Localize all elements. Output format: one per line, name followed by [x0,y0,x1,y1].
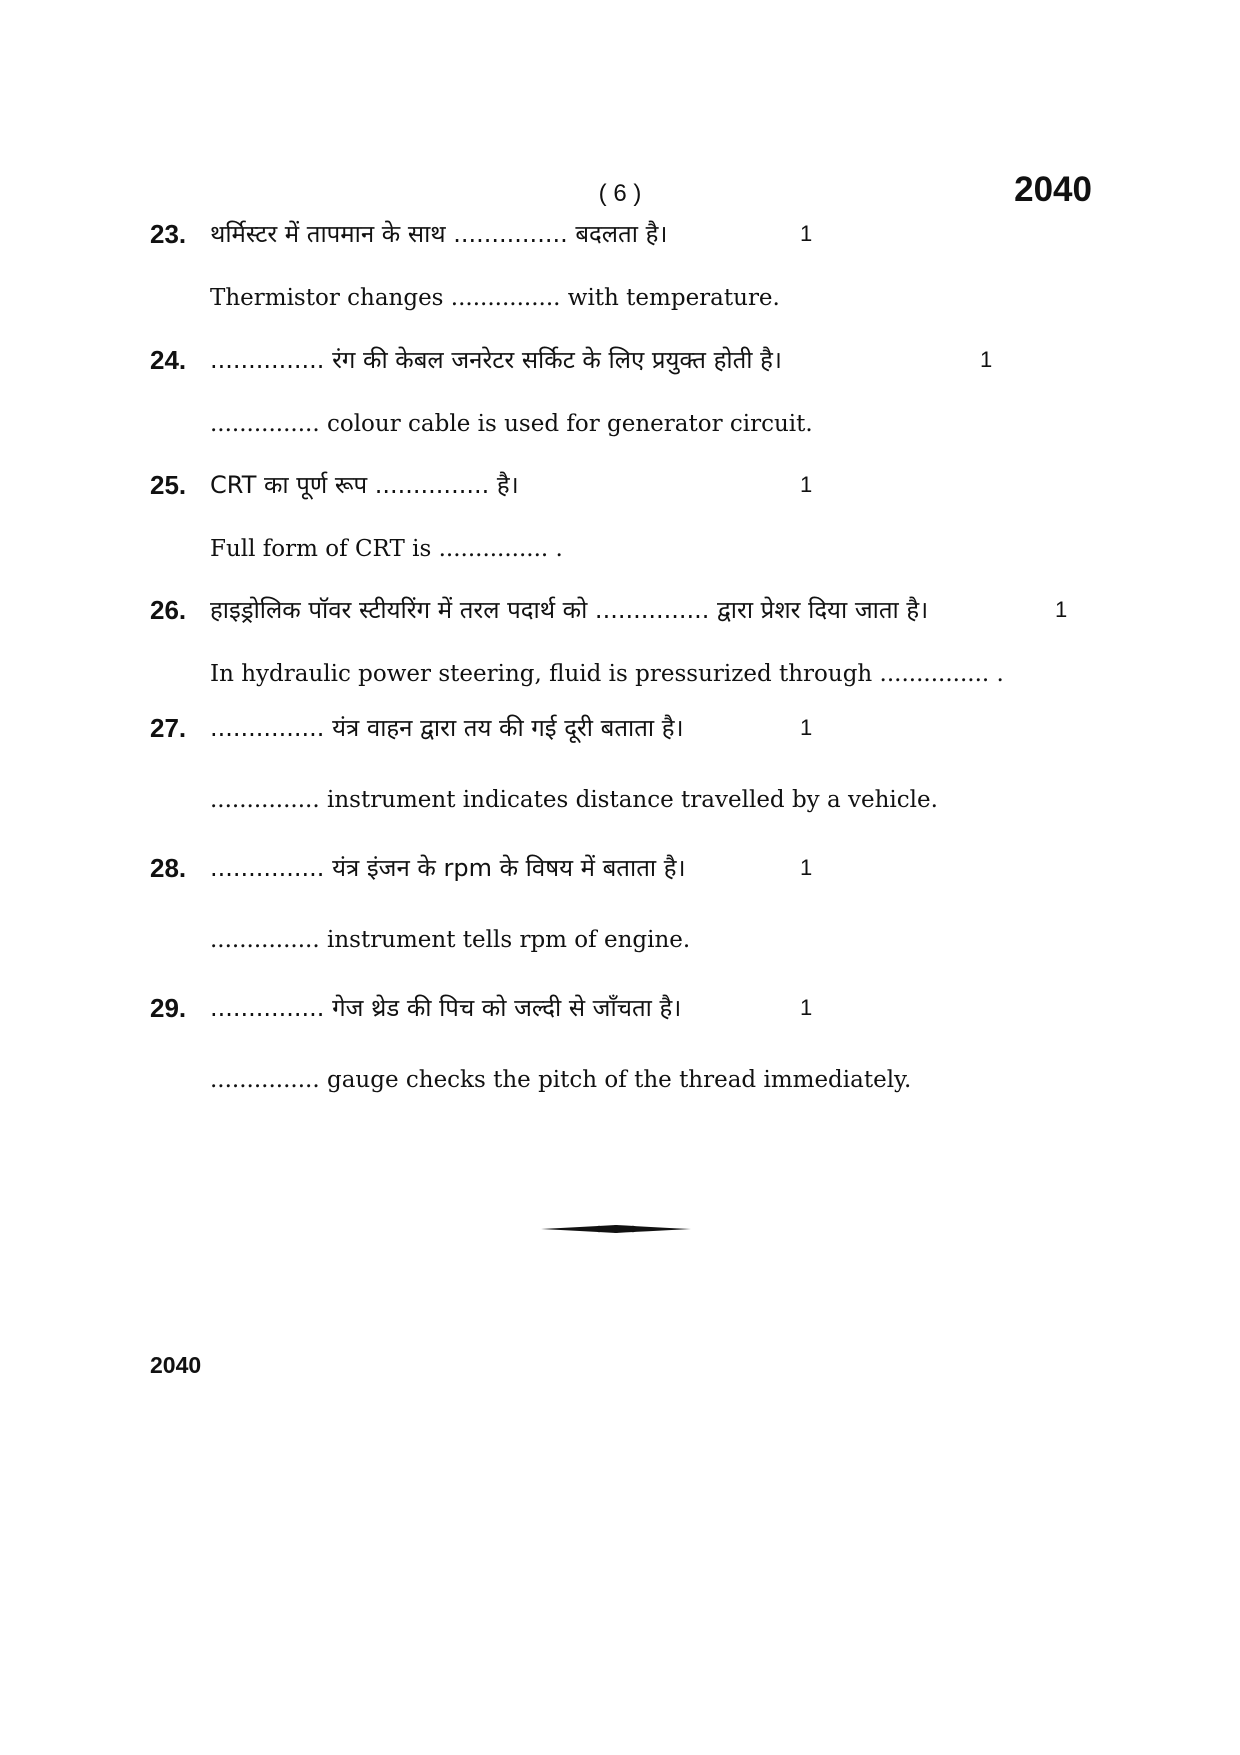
question-number: 24. [150,345,187,375]
question-26-english: In hydraulic power steering, fluid is pressurized through ............... . [210,661,1004,687]
question-text-hindi: ............... यंत्र इंजन के rpm के विषय में बताता है। [210,854,686,882]
question-number: 28. [150,853,187,883]
question-marks: 1 [800,855,813,880]
question-24-hindi [150,340,1150,380]
question-marks: 1 [800,995,813,1020]
question-marks: 1 [980,347,993,372]
question-number: 29. [150,993,187,1023]
question-24-english: ............... colour cable is used for generator circuit. [210,411,813,437]
question-text-hindi: ............... गेज थ्रेड की पिच को जल्दी से जाँचता है। [210,994,682,1022]
question-text-hindi: ............... यंत्र वाहन द्वारा तय की गई दूरी बताता है। [210,714,684,742]
question-marks: 1 [800,472,813,497]
question-number: 27. [150,713,187,743]
end-of-paper-ornament [541,1222,691,1236]
question-26-hindi [150,590,1150,630]
paper-code-footer: 2040 [150,1352,202,1378]
question-29-hindi [150,988,1150,1028]
question-27-english: ............... instrument indicates distance travelled by a vehicle. [210,787,938,813]
page-number: ( 6 ) [598,180,642,207]
question-text-hindi: CRT का पूर्ण रूप ............... है। [210,471,519,499]
question-marks: 1 [800,715,813,740]
question-number: 25. [150,470,187,500]
question-25-hindi [150,465,1150,505]
question-text-hindi: हाइड्रोलिक पॉवर स्टीयरिंग में तरल पदार्थ को ............... द्वारा प्रेशर दिया जाता है। [210,596,929,624]
question-text-hindi: थर्मिस्टर में तापमान के साथ ............... बदलता है। [210,220,668,248]
question-25-english: Full form of CRT is ............... . [210,536,563,562]
question-27-hindi [150,708,1150,748]
question-28-english: ............... instrument tells rpm of engine. [210,927,691,953]
question-text-hindi: ............... रंग की केबल जनरेटर सर्किट के लिए प्रयुक्त होती है। [210,346,782,374]
question-29-english: ............... gauge checks the pitch of the thread immediately. [210,1067,912,1093]
question-28-hindi [150,848,1150,888]
question-23-hindi [150,214,1150,254]
question-marks: 1 [1055,597,1068,622]
paper-code-header: 2040 [1014,170,1092,209]
question-marks: 1 [800,221,813,246]
question-23-english: Thermistor changes ............... with temperature. [210,285,780,311]
question-number: 23. [150,219,187,249]
question-number: 26. [150,595,187,625]
